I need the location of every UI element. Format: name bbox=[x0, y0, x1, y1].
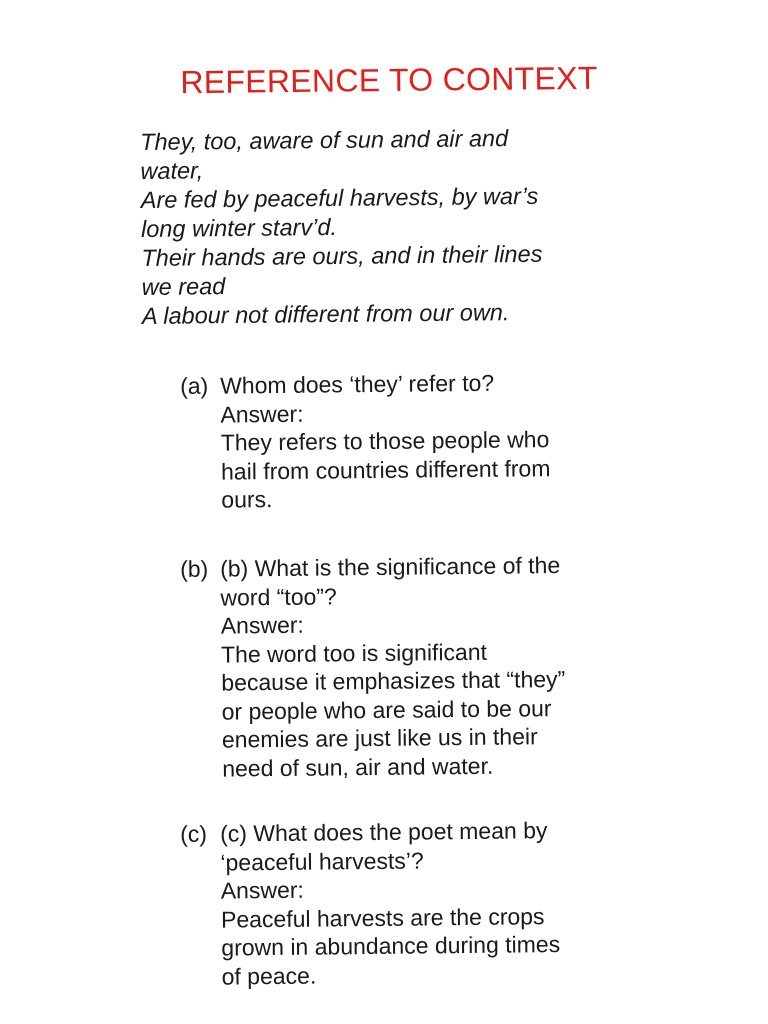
poem-line: we read bbox=[141, 273, 226, 300]
answer-label: Answer: bbox=[220, 400, 304, 428]
poem-excerpt bbox=[140, 123, 612, 331]
answer-text: because it emphasizes that “they” bbox=[221, 665, 566, 696]
question-text: (b) What is the significance of the bbox=[220, 552, 561, 582]
question-marker: (c) bbox=[180, 820, 208, 847]
answer-label: Answer: bbox=[220, 876, 304, 904]
poem-line: Their hands are ours, and in their lines bbox=[141, 240, 543, 271]
answer-text: ours. bbox=[221, 486, 273, 513]
poem-line: long winter starv’d. bbox=[140, 213, 338, 242]
question-text: ‘peaceful harvests’? bbox=[220, 846, 424, 876]
question-body bbox=[220, 815, 632, 990]
question-text: Whom does ‘they’ refer to? bbox=[220, 369, 495, 399]
poem-line: A labour not different from our own. bbox=[141, 299, 510, 329]
answer-text: or people who are said to be our bbox=[221, 694, 552, 725]
answer-text: Peaceful harvests are the crops bbox=[220, 902, 545, 933]
page-title: REFERENCE TO CONTEXT bbox=[180, 59, 598, 101]
answer-text: need of sun, air and water. bbox=[222, 752, 494, 782]
question-b bbox=[180, 550, 632, 783]
answer-label: Answer: bbox=[220, 611, 304, 639]
question-text: (c) What does the poet mean by bbox=[220, 817, 548, 847]
question-a bbox=[180, 367, 631, 514]
question-body bbox=[220, 550, 632, 782]
question-body bbox=[220, 367, 631, 514]
question-marker: (a) bbox=[180, 372, 209, 399]
question-c bbox=[180, 815, 632, 991]
answer-text: enemies are just like us in their bbox=[221, 723, 538, 753]
answer-text: hail from countries different from bbox=[220, 454, 551, 485]
answer-text: The word too is significant bbox=[220, 638, 488, 668]
question-text: word “too”? bbox=[220, 582, 337, 611]
poem-line: They, too, aware of sun and air and bbox=[140, 125, 509, 155]
question-marker: (b) bbox=[180, 555, 209, 582]
poem-line: water, bbox=[140, 157, 204, 184]
answer-text: They refers to those people who bbox=[220, 426, 550, 456]
answer-text: grown in abundance during times bbox=[221, 931, 561, 961]
poem-line: Are fed by peaceful harvests, by war’s bbox=[140, 182, 539, 213]
answer-text: of peace. bbox=[221, 962, 317, 990]
